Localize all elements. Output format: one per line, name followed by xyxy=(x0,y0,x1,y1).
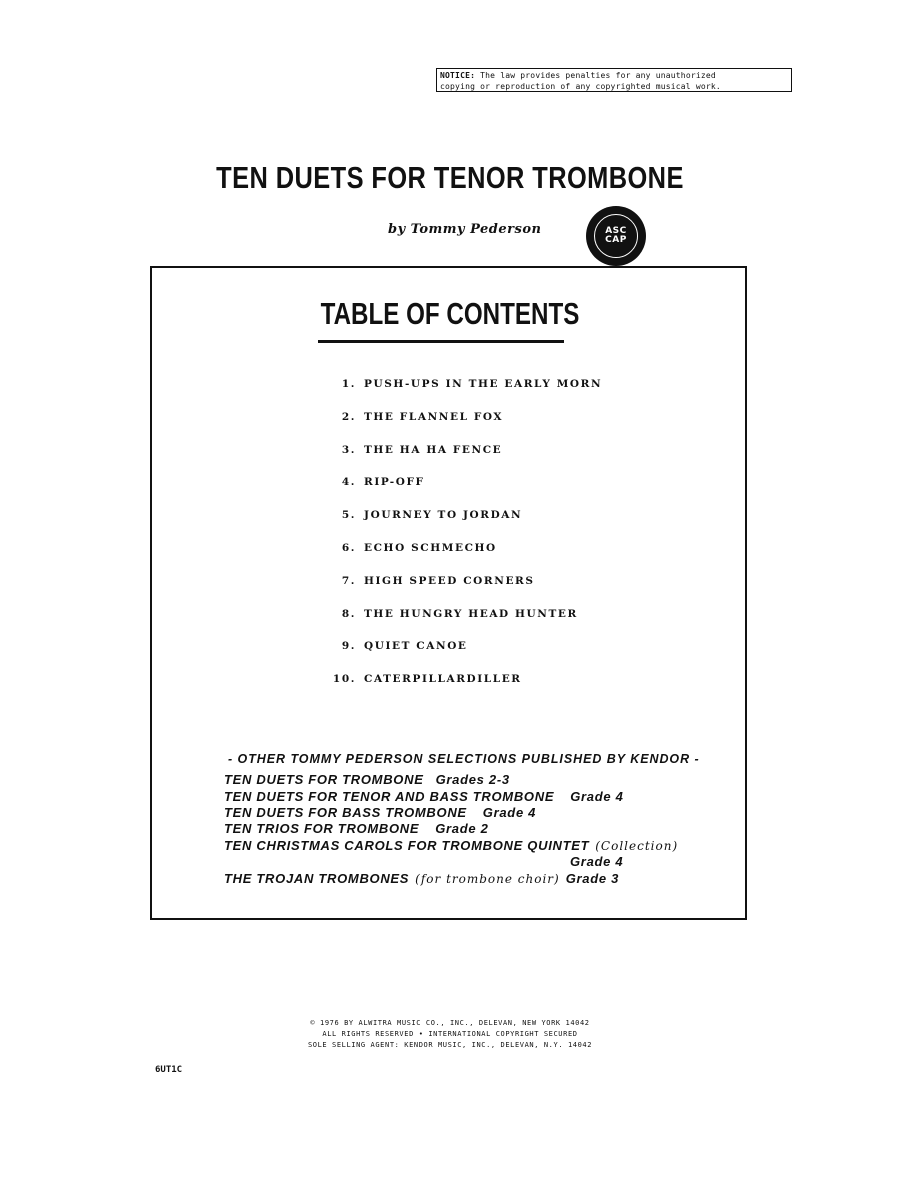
selection-note: (Collection) xyxy=(595,839,679,853)
toc-heading: TABLE OF CONTENTS xyxy=(320,296,580,331)
other-selection-item xyxy=(224,805,536,820)
seal-text-bottom: CAP xyxy=(605,235,627,245)
toc-item-number: 1. xyxy=(341,378,356,390)
selection-grade: Grade 4 xyxy=(570,789,624,804)
toc-item-title: CATERPILLARDILLER xyxy=(364,673,522,685)
toc-underline xyxy=(318,340,564,343)
toc-item-number: 5. xyxy=(341,509,356,521)
toc-item-number: 10. xyxy=(332,673,356,685)
toc-item-number: 8. xyxy=(341,608,356,620)
copyright-notice xyxy=(436,68,792,92)
selection-grade: Grade 4 xyxy=(482,805,537,820)
selection-title: THE TROJAN TROMBONES xyxy=(224,871,410,886)
notice-line-1 xyxy=(440,70,788,81)
toc-item-title: THE FLANNEL FOX xyxy=(364,411,504,423)
toc-item-title: THE HUNGRY HEAD HUNTER xyxy=(364,608,578,620)
ascap-seal-icon xyxy=(586,206,646,266)
selection-grade: Grades 2-3 xyxy=(435,772,510,787)
selection-title: TEN CHRISTMAS CAROLS FOR TROMBONE QUINTET xyxy=(224,838,590,853)
selection-title: TEN DUETS FOR BASS TROMBONE xyxy=(224,805,467,820)
page-code: 6UT1C xyxy=(155,1065,183,1075)
seal-text-top: ASC xyxy=(605,226,627,236)
selection-title: TEN DUETS FOR TENOR AND BASS TROMBONE xyxy=(224,789,555,804)
toc-item-title: THE HA HA FENCE xyxy=(364,444,503,456)
other-selection-item xyxy=(224,871,619,886)
toc-item-number: 7. xyxy=(341,575,356,587)
toc-item-title: HIGH SPEED CORNERS xyxy=(364,575,535,587)
notice-text-1: The law provides penalties for any unauthorized xyxy=(475,71,716,80)
seal-text xyxy=(586,227,646,245)
page-title: TEN DUETS FOR TENOR TROMBONE xyxy=(216,160,684,195)
notice-label: NOTICE: xyxy=(440,71,476,80)
toc-item-title: JOURNEY TO JORDAN xyxy=(364,509,523,521)
selection-title: TEN TRIOS FOR TROMBONE xyxy=(224,821,420,836)
other-selections-heading: - OTHER TOMMY PEDERSON SELECTIONS PUBLISHED BY KENDOR - xyxy=(228,751,700,766)
toc-item-number: 2. xyxy=(341,411,356,423)
toc-item-number: 9. xyxy=(341,640,356,652)
footer-rights: ALL RIGHTS RESERVED • INTERNATIONAL COPYRIGHT SECURED xyxy=(322,1030,578,1038)
toc-item-title: PUSH-UPS IN THE EARLY MORN xyxy=(364,378,603,390)
selection-note: (for trombone choir) xyxy=(415,872,560,886)
footer-copyright: © 1976 BY ALWITRA MUSIC CO., INC., DELEVAN, NEW YORK 14042 xyxy=(310,1019,590,1027)
toc-item-number: 6. xyxy=(341,542,356,554)
notice-text-2: copying or reproduction of any copyrighted musical work. xyxy=(440,82,721,91)
selection-grade: Grade 3 xyxy=(565,871,620,886)
selection-grade: Grade 4 xyxy=(570,854,624,869)
other-selection-item xyxy=(224,789,624,804)
other-selection-item xyxy=(570,854,623,869)
other-selection-item xyxy=(224,772,510,787)
toc-item-number: 3. xyxy=(341,444,356,456)
selection-title: TEN DUETS FOR TROMBONE xyxy=(224,772,424,787)
other-selection-item xyxy=(224,821,489,836)
author-byline: by Tommy Pederson xyxy=(388,222,542,237)
toc-item-title: ECHO SCHMECHO xyxy=(364,542,497,554)
selection-grade: Grade 2 xyxy=(435,821,489,836)
toc-item-number: 4. xyxy=(341,476,356,488)
toc-item-title: QUIET CANOE xyxy=(364,640,468,652)
other-selection-item xyxy=(224,838,678,853)
toc-item-title: RIP-OFF xyxy=(364,476,425,488)
footer-agent: SOLE SELLING AGENT: KENDOR MUSIC, INC., DELEVAN, N.Y. 14042 xyxy=(307,1041,593,1049)
